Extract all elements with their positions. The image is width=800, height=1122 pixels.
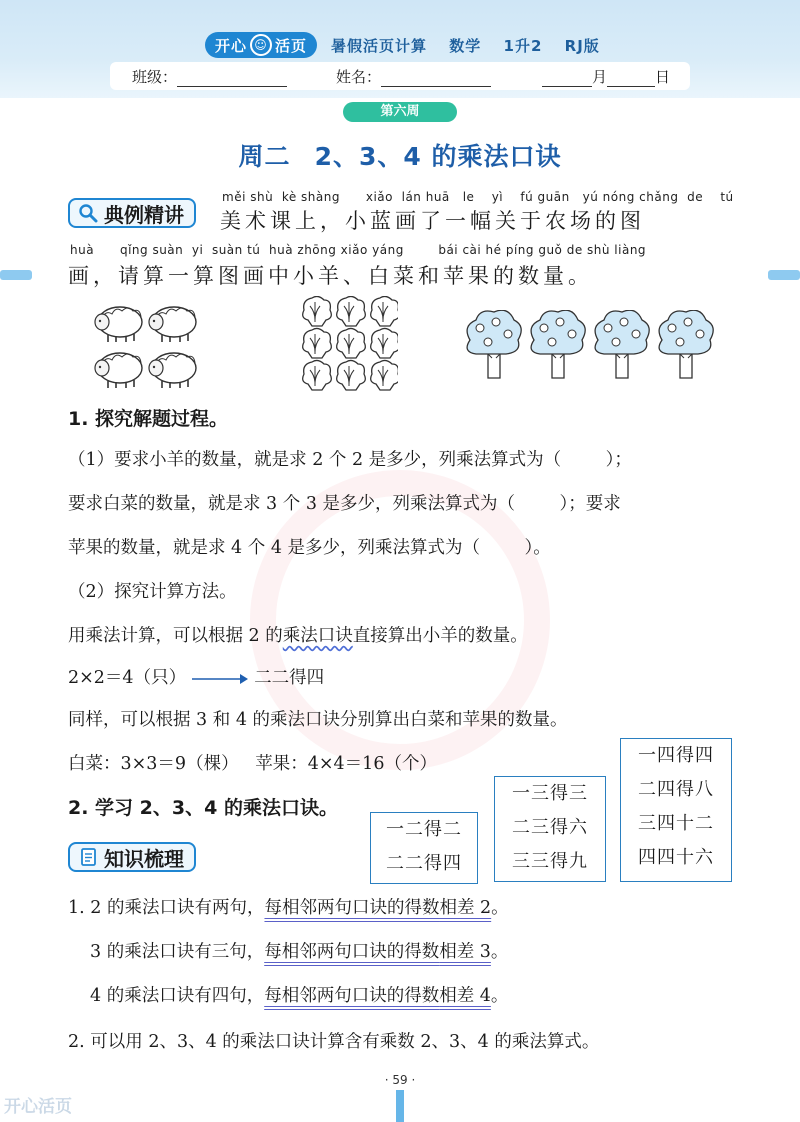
date-field[interactable]: 月 日: [542, 66, 670, 87]
brand-logo: 开心 ☺ 活页: [205, 32, 317, 58]
other-calc-line: 白菜：3×3＝9（棵） 苹果：4×4＝16（个）: [68, 754, 437, 774]
rhyme-box-3: 一三得三 二三得六 三三得九: [494, 776, 606, 882]
day-blank[interactable]: [607, 71, 655, 87]
pinyin-line-2: huà qǐng suàn yi suàn tú huà zhōng xiǎo yáng bái cài hé píng guǒ de shù liàng: [70, 243, 647, 257]
footer-logo: 开心活页: [4, 1097, 72, 1117]
pinyin-line-1: měi shù kè shàng xiǎo lán huā le yì fú guān yú nóng chǎng de tú: [222, 190, 734, 204]
question-line-3: 苹果的数量，就是求 4 个 4 是多少，列乘法算式为（ ）。: [68, 538, 551, 558]
smile-icon: ☺: [250, 34, 272, 56]
page-number: · 59 ·: [384, 1073, 416, 1087]
notebook-icon: [78, 847, 98, 867]
summary-item-1: 1. 2 的乘法口诀有两句，每相邻两句口诀的得数相差 2。: [68, 898, 509, 918]
lesson-topic: 2、3、4 的乘法口诀: [314, 142, 562, 171]
name-blank[interactable]: [381, 71, 491, 87]
part2-heading: 2. 学习 2、3、4 的乘法口诀。: [68, 797, 338, 819]
header-title: [205, 31, 616, 59]
apple-tree-picture: [462, 310, 714, 382]
same-method-line: 同样，可以根据 3 和 4 的乘法口诀分别算出白菜和苹果的数量。: [68, 710, 568, 730]
sheep-calc-line: [68, 664, 324, 689]
question-line-2: 要求白菜的数量，就是求 3 个 3 是多少，列乘法算式为（ ）；要求: [68, 494, 621, 514]
rhyme-box-2: 一二得二 二二得四: [370, 812, 478, 884]
class-blank[interactable]: [177, 71, 287, 87]
grade: 1升2: [503, 36, 543, 55]
magnifier-icon: [78, 203, 98, 223]
summary-item-2: 3 的乘法口诀有三句，每相邻两句口诀的得数相差 3。: [90, 942, 509, 962]
student-info-bar: [110, 62, 690, 90]
lesson-day: 周二: [238, 142, 291, 171]
sheep-picture: [92, 300, 202, 392]
week-tag: 第六周: [343, 102, 457, 122]
multiplication-rhyme-term: 乘法口诀: [282, 626, 353, 646]
lesson-title: [0, 137, 800, 173]
cabbage-picture: [298, 296, 398, 392]
method-line: 用乘法计算，可以根据 2 的乘法口诀直接算出小羊的数量。: [68, 626, 528, 646]
summary-section-label: 知识梳理: [68, 842, 196, 872]
story-line-2: 画，请算一算图画中小羊、白菜和苹果的数量。: [68, 264, 593, 288]
method-heading: （2）探究计算方法。: [68, 582, 237, 602]
right-edge-bar: [768, 270, 800, 280]
arrow-right-icon: [190, 672, 250, 686]
rhyme-box-4: 一四得四 二四得八 三四十二 四四十六: [620, 738, 732, 882]
summary-item-last: 2. 可以用 2、3、4 的乘法口诀计算含有乘数 2、3、4 的乘法算式。: [68, 1032, 600, 1052]
subject: 数学: [449, 36, 482, 55]
example-section-label: 典例精讲: [68, 198, 196, 228]
summary-item-3: 4 的乘法口诀有四句，每相邻两句口诀的得数相差 4。: [90, 986, 509, 1006]
book-title: 暑假活页计算: [331, 36, 428, 55]
book-info: [331, 35, 616, 56]
story-line-1: 美术课上，小蓝画了一幅关于农场的图: [220, 209, 645, 233]
part1-heading: 1. 探究解题过程。: [68, 408, 229, 430]
name-field[interactable]: 姓名：: [336, 66, 491, 87]
footer-bar: [396, 1090, 404, 1122]
question-line-1: （1）要求小羊的数量，就是求 2 个 2 是多少，列乘法算式为（ ）；: [68, 450, 632, 470]
left-edge-bar: [0, 270, 32, 280]
edition: RJ版: [564, 36, 600, 55]
sheep-rhyme: 二二得四: [254, 668, 325, 688]
class-field[interactable]: 班级：: [132, 66, 287, 87]
sheep-equation: 2×2＝4（只）: [68, 668, 187, 688]
month-blank[interactable]: [542, 71, 592, 87]
